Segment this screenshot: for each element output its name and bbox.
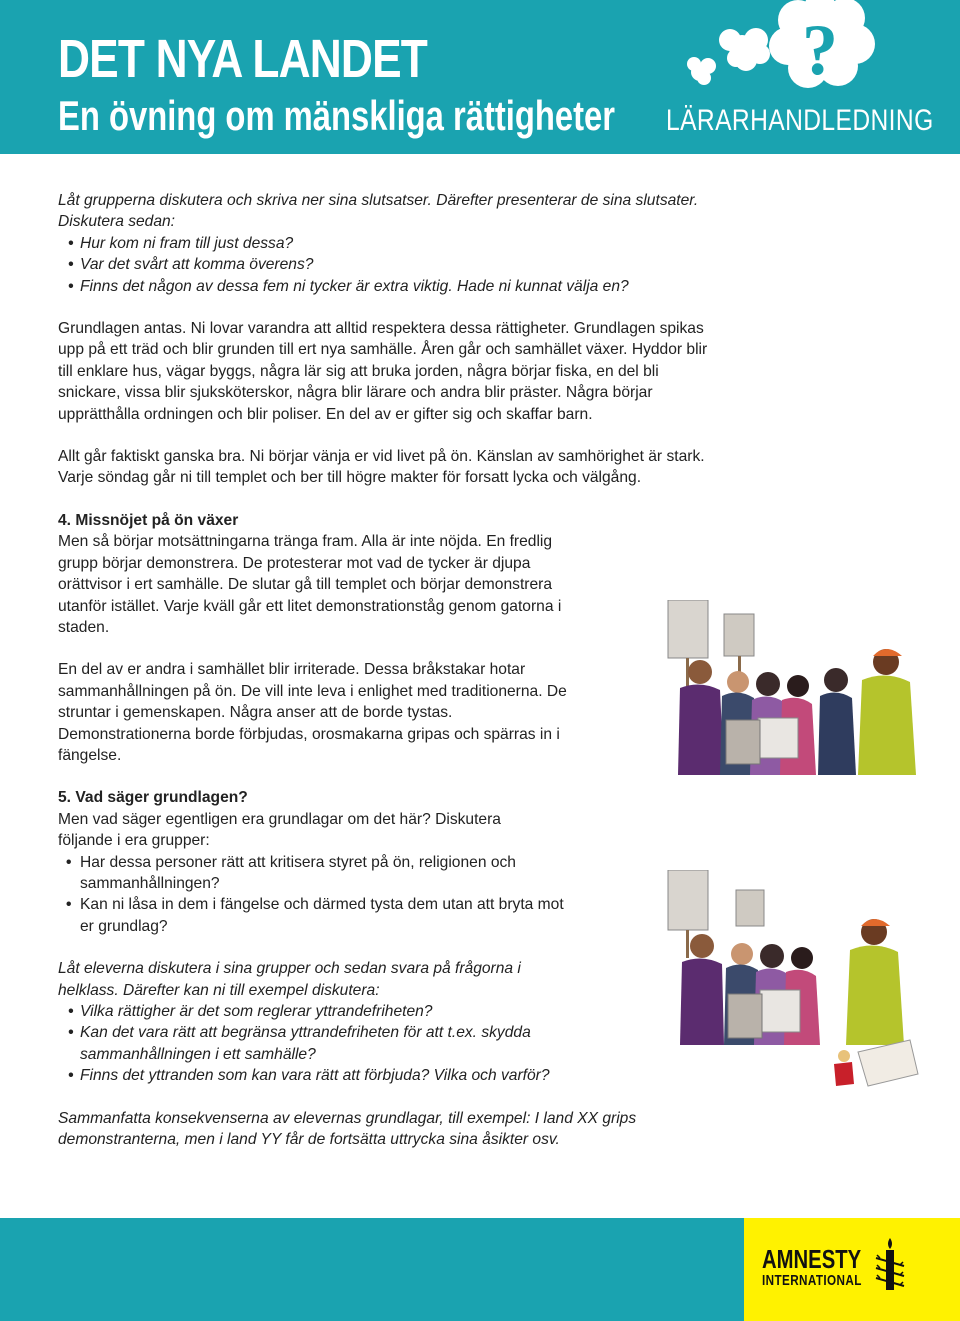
section-heading: 4. Missnöjet på ön växer (58, 511, 239, 529)
header-banner (0, 0, 960, 154)
teacher-note: Låt eleverna diskutera i sina grupper och sedan svara på frågorna i helklass. Därefter kan ni till exempel diskutera: (58, 960, 521, 999)
page-subtitle: En övning om mänskliga rättigheter (58, 92, 616, 139)
paragraph: En del av er andra i samhället blir irriterade. Dessa bråkstakar hotar sammanhållningen på ön. De vill inte leva i enlighet med traditionerna. De struntar i gemenskapen. Några anser att de borde tystas. Demonstrationerna borde förbjudas, orosmakarna gripas och spärras in i fängelse. (58, 661, 567, 764)
list-item: • Kan ni låsa in dem i fängelse och därmed tysta dem utan att bryta mot er grundlag? (66, 896, 564, 935)
paragraph: Men så börjar motsättningarna tränga fram. Alla är inte nöjda. En fredlig grupp börjar demonstrera. De protesterar mot vad de tycker är djupa orättvisor i ert samhälle. De slutar gå till templet och börjar demonstrera utanför istället. Varje kväll går ett litet demonstrationståg genom gatorna i staden. (58, 533, 562, 636)
intro-text: Låt grupperna diskutera och skriva ner sina slutsatser. Därefter presenterar de sina slutsater. Diskutera sedan: (58, 192, 699, 231)
brand-subname: INTERNATIONAL (762, 1272, 862, 1289)
paragraph: Men vad säger egentligen era grundlagar om det här? Diskutera följande i era grupper: (58, 810, 501, 850)
note-bullet: • Finns det yttranden som kan vara rätt att förbjuda? Vilka och varför? (68, 1067, 550, 1085)
intro-bullet: • Hur kom ni fram till just dessa? (68, 234, 294, 252)
intro-bullet: • Finns det någon av dessa fem ni tycker är extra viktig. Hade ni kunnat välja en? (68, 277, 629, 295)
teacher-guide-label: LÄRARHANDLEDNING (666, 104, 934, 137)
brand-name: AMNESTY (762, 1244, 862, 1274)
amnesty-logo-text (762, 1246, 890, 1290)
section-heading: 5. Vad säger grundlagen? (58, 789, 248, 807)
list-item: • Har dessa personer rätt att kritisera styret på ön, religionen och sammanhållningen? (66, 853, 516, 892)
thought-bubble-question-icon (680, 0, 880, 104)
main-content (58, 190, 718, 1150)
candle-barbed-wire-icon (872, 1236, 908, 1296)
page-title: DET NYA LANDET (58, 29, 428, 89)
paragraph: Grundlagen antas. Ni lovar varandra att alltid respektera dessa rättigheter. Grundlagen spikas upp på ett träd och blir grunden till ert nya samhälle. Åren går och samhället växer. Hyddor blir till enklare hus, vägar byggs, några lär sig att bruka jorden, några börjar fiska, en del bli snickare, vissa blir sjuksköterskor, några blir lärare och andra blir präster. Några börjar upprätthålla ordningen och blir poliser. En del av er gifter sig och skaffar barn. (58, 320, 708, 423)
summary-text: Sammanfatta konsekvenserna av elevernas grundlagar, till exempel: I land XX grips demonstranterna, men i land YY får de fortsätta uttrycka sina åsikter osv. (58, 1109, 637, 1149)
demonstrators-illustration (640, 600, 950, 775)
note-bullet: • Kan det vara rätt att begränsa yttrandefriheten för att t.ex. skydda sammanhållningen i ett samhälle? (68, 1024, 531, 1063)
protest-illustration (648, 870, 938, 1100)
note-bullet: • Vilka rättigher är det som reglerar yttrandefriheten? (68, 1003, 433, 1020)
paragraph: Allt går faktiskt ganska bra. Ni börjar vänja er vid livet på ön. Känslan av samhörighet är stark. Varje söndag går ni till templet och ber till högre makter för forsatt lycka och välgång. (58, 448, 705, 487)
intro-bullet: • Var det svårt att komma överens? (68, 256, 314, 274)
svg-text:?: ? (802, 10, 838, 90)
